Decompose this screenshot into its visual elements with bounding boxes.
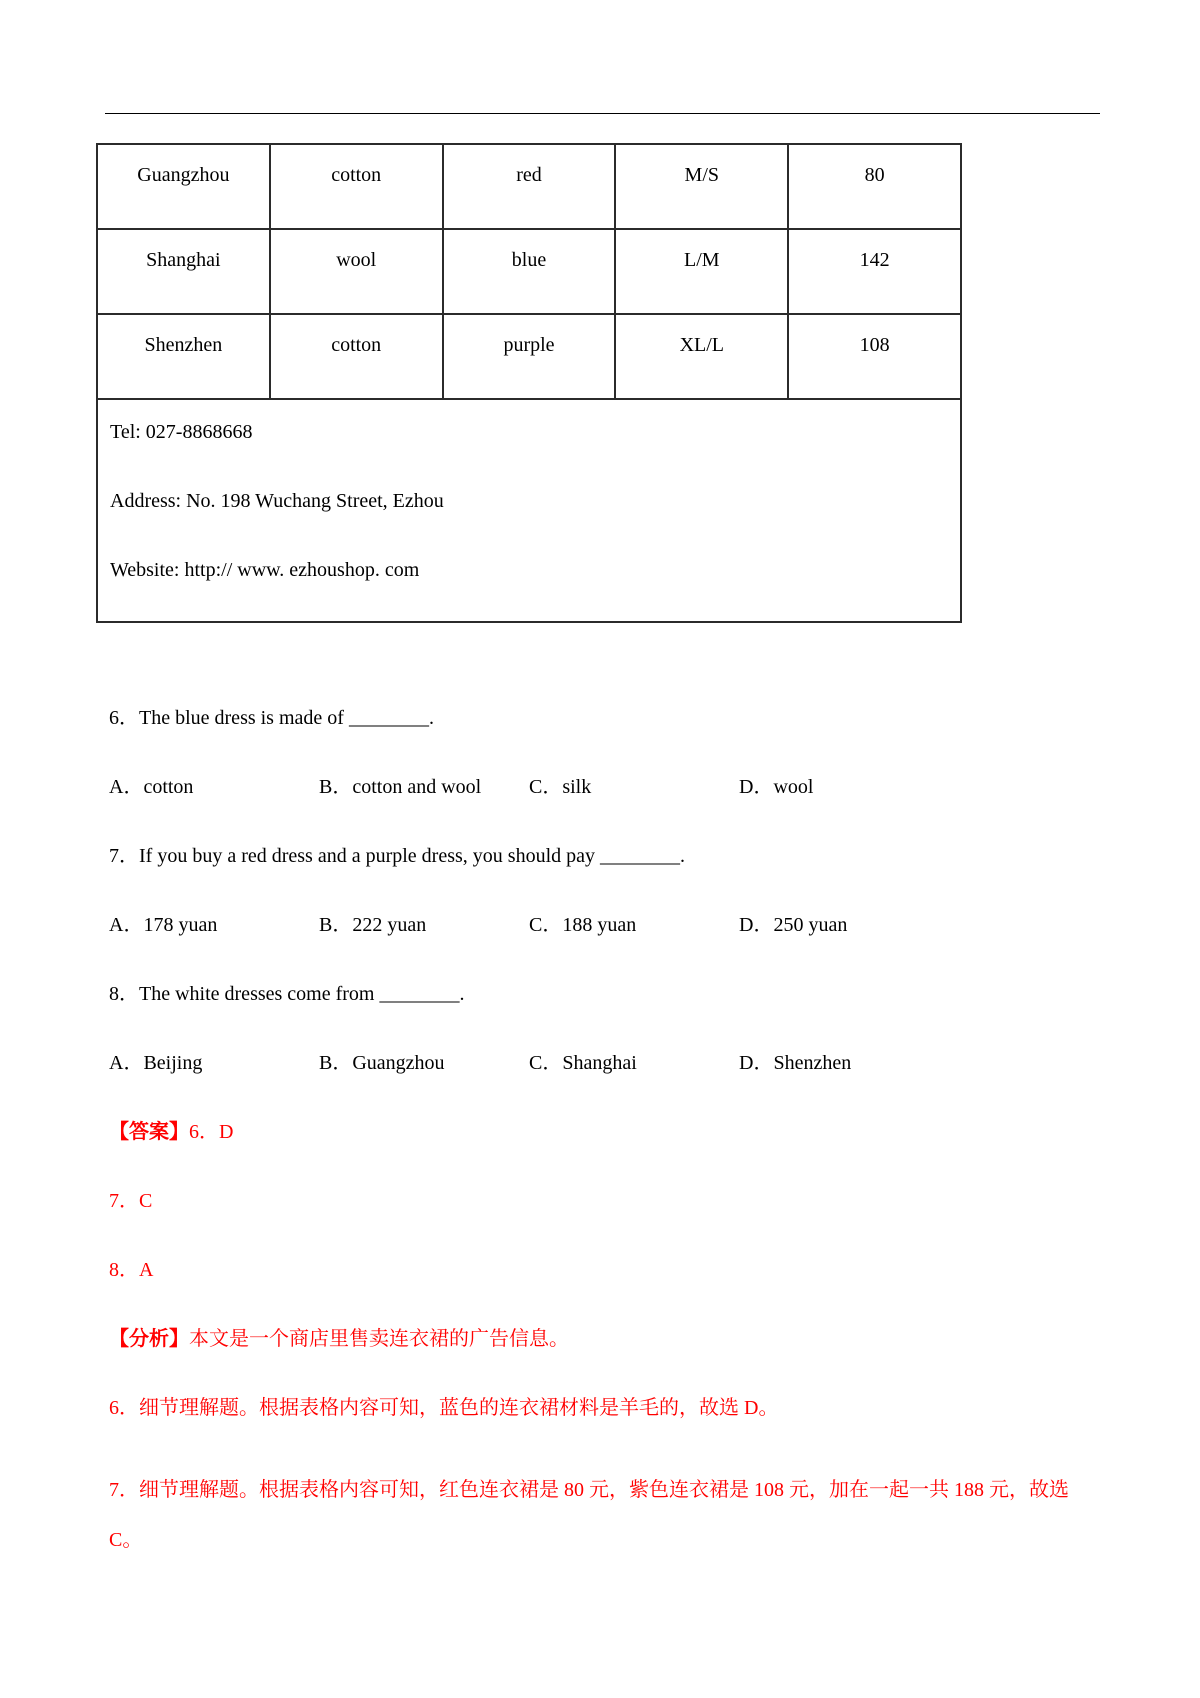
table-cell-city: Shanghai xyxy=(97,229,270,314)
table-row xyxy=(97,144,961,229)
analysis-label: 【分析】 xyxy=(109,1328,189,1350)
answer-line-1 xyxy=(109,1120,233,1144)
question-8-option-a: A．Beijing xyxy=(109,1052,203,1074)
table-cell-price: 80 xyxy=(788,144,961,229)
table-cell-price: 142 xyxy=(788,229,961,314)
answer-6: 6．D xyxy=(189,1121,234,1143)
question-6-option-c: C．silk xyxy=(529,776,592,798)
table-cell-color: purple xyxy=(443,314,616,399)
table-cell-color: red xyxy=(443,144,616,229)
analysis-summary-line xyxy=(109,1327,569,1351)
dress-info-table xyxy=(96,143,962,623)
answer-8: 8．A xyxy=(109,1259,154,1281)
analysis-q6: 6．细节理解题。根据表格内容可知，蓝色的连衣裙材料是羊毛的，故选 D。 xyxy=(109,1397,779,1419)
table-cell-size: M/S xyxy=(615,144,788,229)
table-cell-material: wool xyxy=(270,229,443,314)
table-cell-size: L/M xyxy=(615,229,788,314)
table-row xyxy=(97,229,961,314)
question-6-option-a: A．cotton xyxy=(109,776,194,798)
contact-tel: Tel: 027-8868668 xyxy=(110,421,253,443)
table-cell-size: XL/L xyxy=(615,314,788,399)
question-7-stem: 7．If you buy a red dress and a purple dress, you should pay ________. xyxy=(109,845,686,867)
question-8-option-b: B．Guangzhou xyxy=(319,1052,445,1074)
table-cell-price: 108 xyxy=(788,314,961,399)
question-6-option-d: D．wool xyxy=(739,776,814,798)
question-7-option-b: B．222 yuan xyxy=(319,914,427,936)
analysis-q7: 7．细节理解题。根据表格内容可知，红色连衣裙是 80 元，紫色连衣裙是 108 元，加在一起一共 188 元，故选 C。 xyxy=(109,1479,1069,1551)
contact-address: Address: No. 198 Wuchang Street, Ezhou xyxy=(110,490,444,512)
question-7-option-d: D．250 yuan xyxy=(739,914,848,936)
table-row-contact xyxy=(97,399,961,622)
table-cell-city: Guangzhou xyxy=(97,144,270,229)
question-8-option-c: C．Shanghai xyxy=(529,1052,637,1074)
table-cell-color: blue xyxy=(443,229,616,314)
table-cell-material: cotton xyxy=(270,314,443,399)
contact-website: Website: http:// www. ezhoushop. com xyxy=(110,559,420,581)
question-8-option-d: D．Shenzhen xyxy=(739,1052,852,1074)
question-6-stem: 6．The blue dress is made of ________. xyxy=(109,707,434,729)
table-cell-city: Shenzhen xyxy=(97,314,270,399)
contact-cell xyxy=(97,399,961,622)
question-7-option-c: C．188 yuan xyxy=(529,914,637,936)
answer-label: 【答案】 xyxy=(109,1121,189,1143)
header-rule xyxy=(105,113,1100,114)
question-7-option-a: A．178 yuan xyxy=(109,914,218,936)
answer-7: 7．C xyxy=(109,1190,153,1212)
question-8-stem: 8．The white dresses come from ________. xyxy=(109,983,465,1005)
analysis-summary: 本文是一个商店里售卖连衣裙的广告信息。 xyxy=(189,1328,569,1350)
table-row xyxy=(97,314,961,399)
question-6-option-b: B．cotton and wool xyxy=(319,776,482,798)
table-cell-material: cotton xyxy=(270,144,443,229)
